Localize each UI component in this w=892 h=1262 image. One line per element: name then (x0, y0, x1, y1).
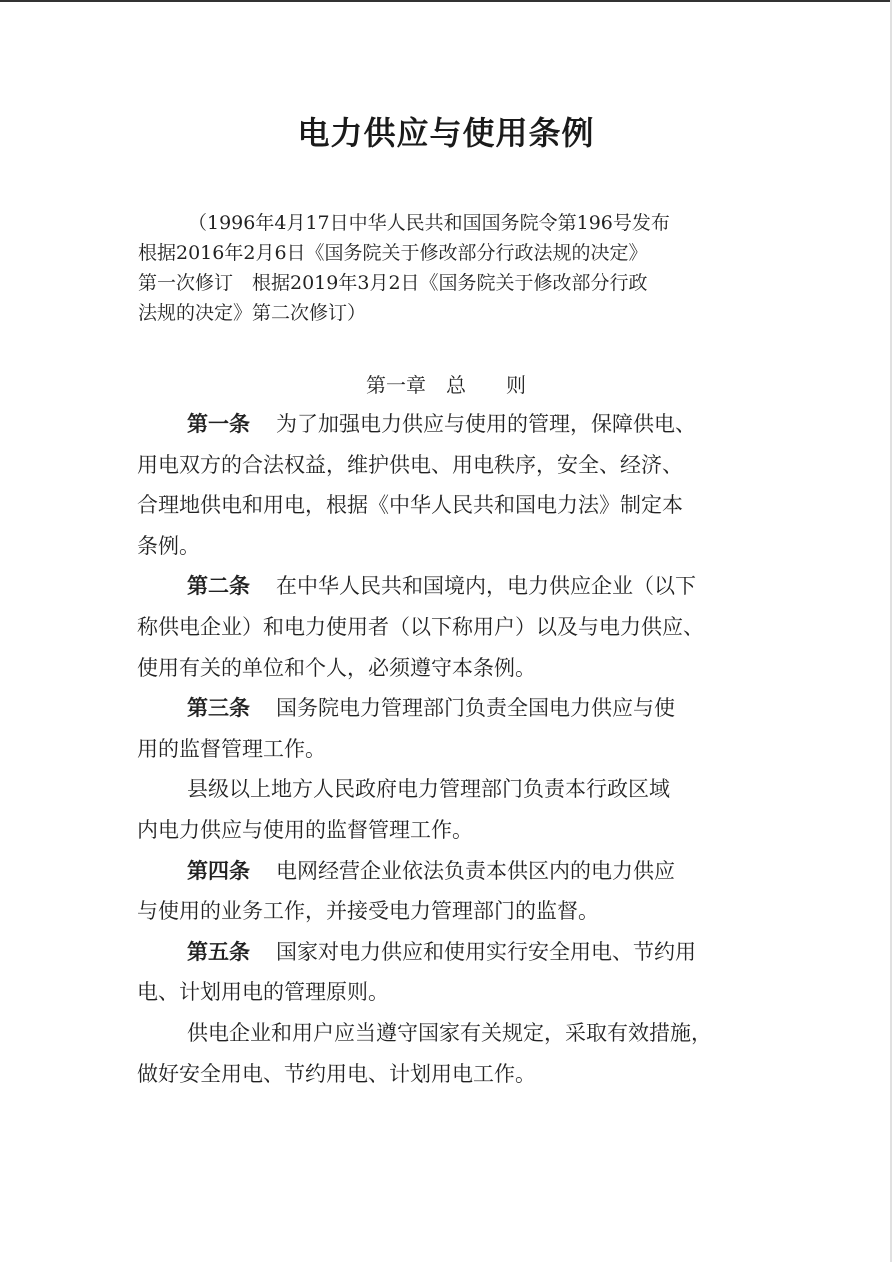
article-label: 第一条 (187, 412, 250, 436)
body-line (137, 404, 777, 445)
body-line (137, 566, 777, 607)
article-label: 第二条 (187, 574, 250, 599)
body-text: 国务院电力管理部门负责全国电力供应与使 (276, 696, 675, 721)
note-line: 根据2016年2月6日《国务院关于修改部分行政法规的决定》 (138, 242, 648, 264)
body-line (137, 688, 777, 729)
chapter-heading: 第一章 总 则 (366, 373, 526, 397)
body-text: 与使用的业务工作，并接受电力管理部门的监督。 (137, 899, 599, 924)
promulgation-note (138, 208, 778, 328)
document-title: 电力供应与使用条例 (297, 114, 595, 152)
body-line (137, 1013, 777, 1054)
body-text: 在中华人民共和国境内，电力供应企业（以下 (276, 574, 696, 599)
note-line: 法规的决定》第二次修订） (138, 302, 367, 324)
body-line (137, 485, 777, 526)
body-text: 电、计划用电的管理原则。 (137, 980, 389, 1005)
body-line (137, 851, 777, 892)
note-line: （1996年4月17日中华人民共和国国务院令第196号发布 (188, 212, 670, 234)
body-line (137, 445, 777, 486)
body-line (137, 1054, 777, 1095)
article-label: 第四条 (187, 858, 250, 883)
note-line: 第一次修订 根据2019年3月2日《国务院关于修改部分行政 (138, 272, 648, 294)
body-line (137, 526, 777, 567)
body-text: 用的监督管理工作。 (137, 736, 326, 761)
body-text: 称供电企业）和电力使用者（以下称用户）以及与电力供应、 (137, 614, 704, 639)
body-text: 用电双方的合法权益，维护供电、用电秩序，安全、经济、 (137, 452, 683, 477)
article-label: 第五条 (187, 939, 250, 964)
body-text: 做好安全用电、节约用电、计划用电工作。 (137, 1061, 536, 1086)
article-label: 第三条 (187, 696, 250, 721)
document-body (137, 404, 777, 1094)
body-text: 国家对电力供应和使用实行安全用电、节约用 (276, 939, 696, 964)
body-text: 为了加强电力供应与使用的管理，保障供电、 (276, 412, 696, 436)
body-line (137, 932, 777, 973)
body-line (137, 891, 777, 932)
body-line (137, 648, 777, 689)
body-text: 合理地供电和用电，根据《中华人民共和国电力法》制定本 (137, 493, 683, 518)
body-line (137, 769, 777, 810)
body-line (137, 729, 777, 770)
body-text: 县级以上地方人民政府电力管理部门负责本行政区域 (187, 777, 670, 802)
page-top-border (0, 0, 892, 2)
body-text: 条例。 (137, 533, 200, 558)
body-line (137, 810, 777, 851)
body-text: 内电力供应与使用的监督管理工作。 (137, 817, 473, 842)
body-text: 电网经营企业依法负责本供区内的电力供应 (276, 858, 675, 883)
body-text: 使用有关的单位和个人，必须遵守本条例。 (137, 655, 536, 680)
body-line (137, 972, 777, 1013)
body-line (137, 607, 777, 648)
body-text: 供电企业和用户应当遵守国家有关规定，采取有效措施， (187, 1020, 712, 1045)
